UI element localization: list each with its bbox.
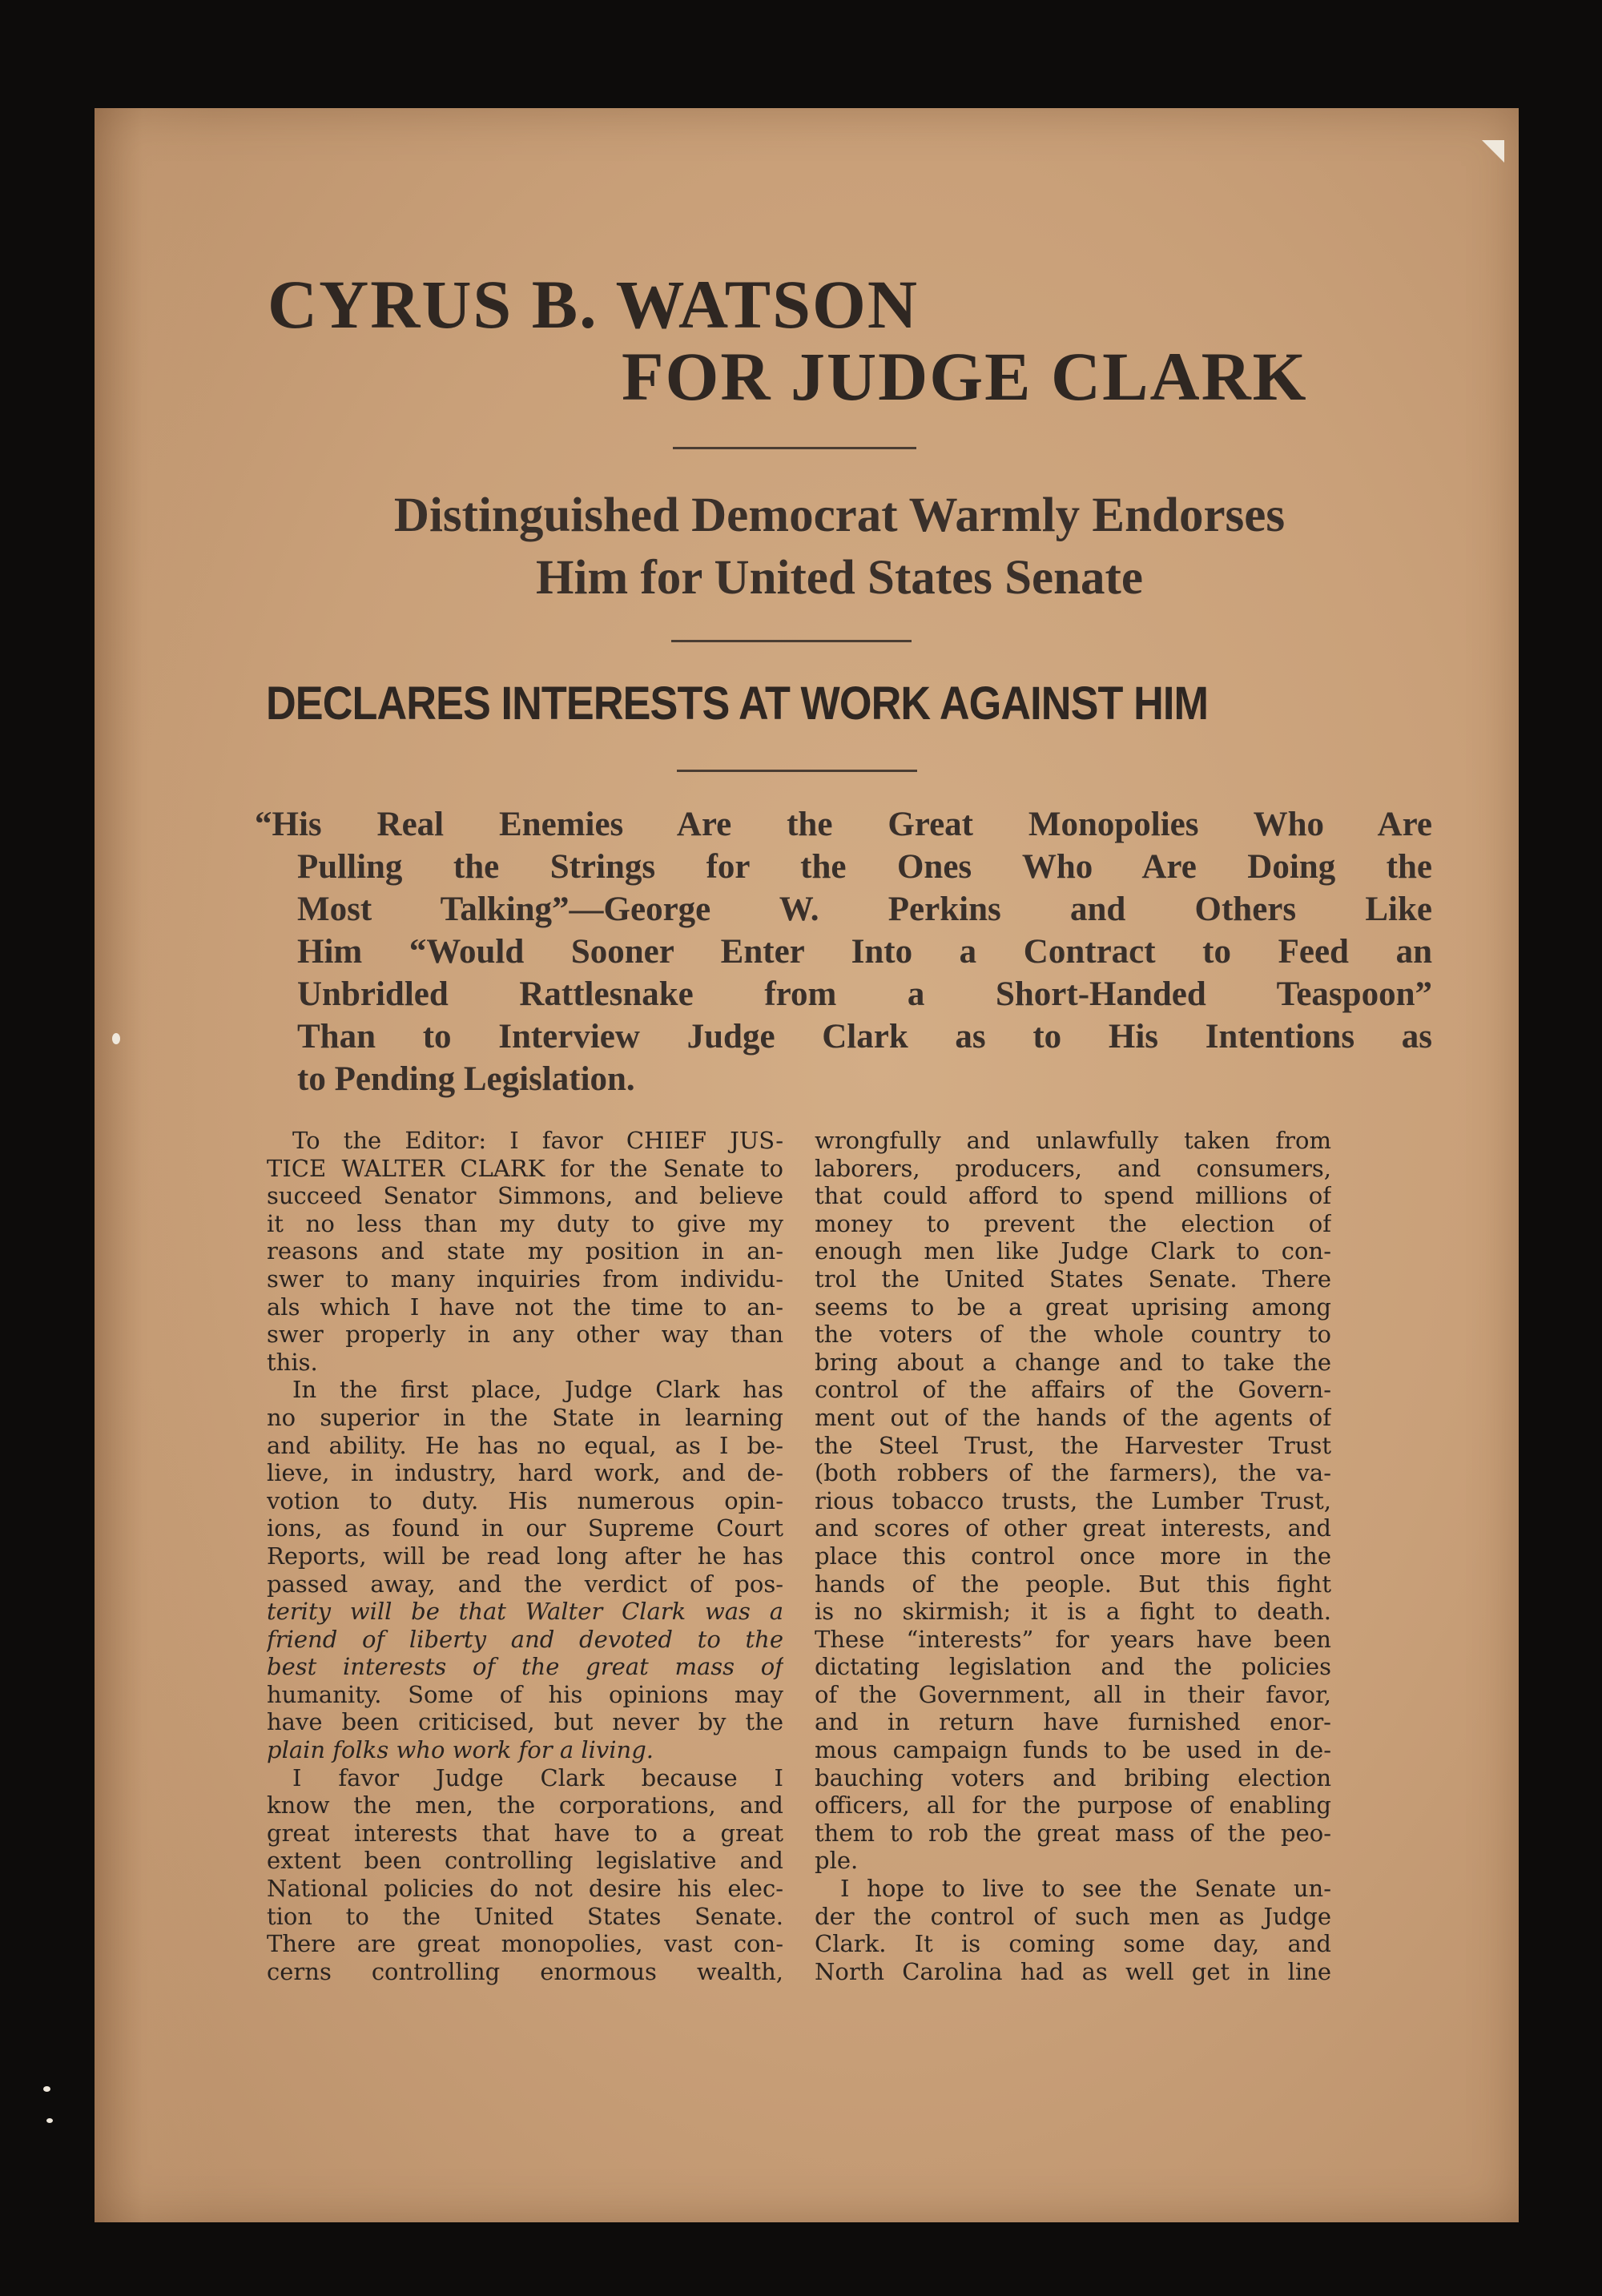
article-line: have been criticised, but never by the	[267, 1708, 783, 1736]
article-line: enough men like Judge Clark to con-	[815, 1237, 1331, 1265]
article-line: National policies do not desire his elec-	[267, 1875, 783, 1903]
document-page	[95, 108, 1519, 2222]
pull-quote-line: to Pending Legislation.	[297, 1060, 635, 1098]
article-line: bring about a change and to take the	[815, 1348, 1331, 1376]
subheadline-line-2: Him for United States Senate	[536, 551, 1143, 605]
pull-quote-line: Unbridled Rattlesnake from a Short-Handed Teaspoon”	[297, 975, 1432, 1013]
section-heading: DECLARES INTERESTS AT WORK AGAINST HIM	[266, 678, 1209, 730]
article-line: ple.	[815, 1847, 859, 1875]
subheadline-line-1: Distinguished Democrat Warmly Endorses	[393, 489, 1286, 542]
article-line: seems to be a great uprising among	[815, 1293, 1331, 1321]
article-line: friend of liberty and devoted to the	[267, 1625, 783, 1653]
article-line: humanity. Some of his opinions may	[267, 1680, 783, 1708]
pull-quote-line: Most Talking”—George W. Perkins and Others Like	[297, 891, 1432, 928]
article-line: TICE WALTER CLARK for the Senate to	[267, 1154, 783, 1182]
article-line: know the men, the corporations, and	[267, 1791, 783, 1820]
article-line: Reports, will be read long after he has	[267, 1542, 783, 1570]
article-line: passed away, and the verdict of pos-	[267, 1570, 783, 1598]
pull-quote-line: Him “Would Sooner Enter Into a Contract to Feed an	[297, 933, 1432, 971]
article-line: terity will be that Walter Clark was a	[267, 1598, 783, 1626]
article-line: I favor Judge Clark because I	[292, 1763, 783, 1791]
article-line: Clark. It is coming some day, and	[815, 1930, 1331, 1958]
article-line: plain folks who work for a living.	[267, 1736, 654, 1764]
article-line: this.	[267, 1348, 318, 1376]
article-line: tion to the United States Senate.	[267, 1902, 783, 1930]
article-line: der the control of such men as Judge	[815, 1902, 1331, 1930]
article-line: and in return have furnished enor-	[815, 1708, 1331, 1736]
article-line: officers, all for the purpose of enabling	[815, 1791, 1331, 1820]
article-line: mous campaign funds to be used in de-	[815, 1736, 1331, 1764]
divider-rule	[677, 770, 917, 772]
paper-blemish	[112, 1033, 120, 1044]
article-line: of the Government, all in their favor,	[815, 1680, 1331, 1708]
article-line: reasons and state my position in an-	[267, 1237, 783, 1265]
article-line: the Steel Trust, the Harvester Trust	[815, 1431, 1331, 1459]
article-line: wrongfully and unlawfully taken from	[815, 1127, 1331, 1154]
article-column-left	[267, 1127, 783, 1985]
article-line: To the Editor: I favor CHIEF JUS-	[292, 1127, 783, 1154]
paper-blemish	[46, 2118, 53, 2123]
paper-blemish	[43, 2086, 50, 2092]
article-line: great interests that have to a great	[267, 1819, 783, 1847]
article-line: best interests of the great mass of	[267, 1653, 783, 1681]
page-binding-shadow	[95, 108, 215, 2222]
divider-rule	[673, 447, 916, 449]
pull-quote-line: Than to Interview Judge Clark as to His Intentions as	[297, 1018, 1432, 1056]
article-line: extent been controlling legislative and	[267, 1847, 783, 1875]
article-line: and ability. He has no equal, as I be-	[267, 1431, 783, 1459]
article-line: no superior in the State in learning	[267, 1403, 783, 1431]
article-line: bauching voters and bribing election	[815, 1763, 1331, 1791]
article-line: control of the affairs of the Govern-	[815, 1376, 1331, 1404]
page-corner-fold	[1482, 140, 1504, 163]
pull-quote-line: Pulling the Strings for the Ones Who Are Doing the	[297, 848, 1432, 886]
article-line: (both robbers of the farmers), the va-	[815, 1459, 1331, 1487]
article-line: als which I have not the time to an-	[267, 1293, 783, 1321]
article-line: them to rob the great mass of the peo-	[815, 1819, 1331, 1847]
article-line: place this control once more in the	[815, 1542, 1331, 1570]
article-line: succeed Senator Simmons, and believe	[267, 1182, 783, 1210]
article-line: North Carolina had as well get in line	[815, 1957, 1331, 1985]
article-line: it no less than my duty to give my	[267, 1209, 783, 1237]
article-line: In the first place, Judge Clark has	[292, 1376, 783, 1404]
headline-line-2: FOR JUDGE CLARK	[622, 338, 1308, 415]
article-line: money to prevent the election of	[815, 1209, 1331, 1237]
article-line: laborers, producers, and consumers,	[815, 1154, 1331, 1182]
pull-quote-line: “His Real Enemies Are the Great Monopolies Who Are	[255, 806, 1432, 843]
article-line: is no skirmish; it is a fight to death.	[815, 1598, 1331, 1626]
headline-line-1: CYRUS B. WATSON	[268, 266, 919, 343]
article-line: rious tobacco trusts, the Lumber Trust,	[815, 1486, 1331, 1514]
article-line: These “interests” for years have been	[815, 1625, 1331, 1653]
article-line: that could afford to spend millions of	[815, 1182, 1331, 1210]
divider-rule	[671, 640, 912, 642]
article-column-right	[815, 1127, 1331, 1985]
article-line: There are great monopolies, vast con-	[267, 1930, 783, 1958]
article-line: swer to many inquiries from individu-	[267, 1265, 783, 1293]
article-line: trol the United States Senate. There	[815, 1265, 1331, 1293]
pull-quote	[255, 805, 1432, 1102]
article-line: hands of the people. But this fight	[815, 1570, 1331, 1598]
article-line: and scores of other great interests, and	[815, 1514, 1331, 1542]
article-line: swer properly in any other way than	[267, 1321, 783, 1349]
article-line: I hope to live to see the Senate un-	[840, 1875, 1331, 1903]
article-line: the voters of the whole country to	[815, 1321, 1331, 1349]
article-line: dictating legislation and the policies	[815, 1653, 1331, 1681]
article-line: votion to duty. His numerous opin-	[267, 1486, 783, 1514]
article-line: cerns controlling enormous wealth,	[267, 1957, 783, 1985]
article-line: ions, as found in our Supreme Court	[267, 1514, 783, 1542]
article-line: ment out of the hands of the agents of	[815, 1403, 1331, 1431]
article-line: lieve, in industry, hard work, and de-	[267, 1459, 783, 1487]
